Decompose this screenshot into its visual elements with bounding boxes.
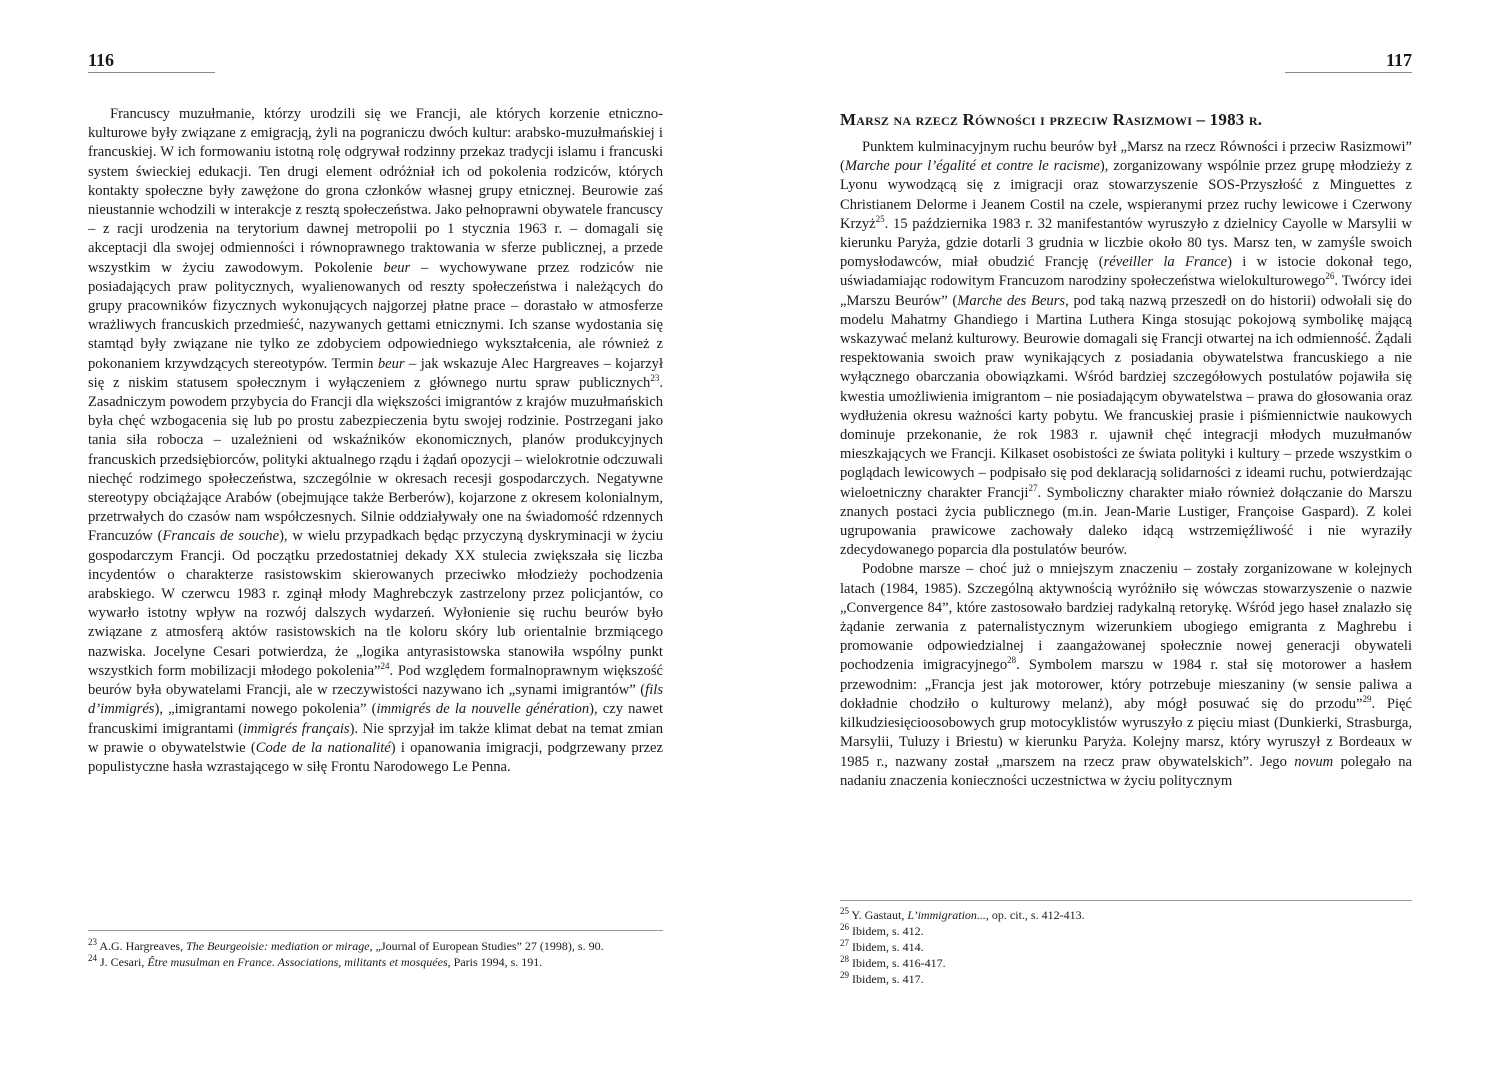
right-page xyxy=(840,0,1412,1072)
left-page xyxy=(88,0,663,1072)
footnote: $^{29}$ Ibidem, s. 417. xyxy=(840,970,924,986)
paragraph: Punktem kulminacyjnym ruchu beurów był „Marsz na rzecz Równości i przeciw Rasizmowi” (Marche pour l’égalité et contre le racisme), zorganizowany wspólnie przez grupę młodzieży z Lyonu wywodzącą się z imigracji oraz stowarzyszenie SOS-Przyszłość z Minguettes z Christianem Delorme i Jeanem Costil na czele, wspieranymi przez ruchy lewicowe i Czerwony Krzyż$^{25}$. 15 października 1983 r. 32 manifestantów wyruszyło z dzielnicy Cayolle w Marsylii w kierunku Paryża, gdzie dotarli 3 grudnia w liczbie około 80 tys. Marsz ten, w zamyśle swoich pomysłodawców, miał obudzić Francję (réveiller la France) i w istocie dokonał tego, uświadamiając rodowitym Francuzom narodziny społeczeństwa wielokulturowego$^{26}$. Twórcy idei „Marszu Beurów” (Marche des Beurs, pod taką nazwą przeszedł on do historii) odwołali się do modelu Mahatmy Ghandiego i Martina Luthera Kinga stosując pokojową symbolikę mającą wskazywać melanż kulturowy. Beurowie domagali się Francji otwartej na ich odmienność. Żądali respektowania swoich praw wynikających z posiadania obywatelstwa francuskiego a nie wyłącznego obarczania obowiązkami. Wśród bardziej szczegółowych postulatów pojawiła się kwestia umożliwienia imigrantom – nie posiadającym obywatelstwa – prawa do głosowania oraz wydłużenia okresu ważności karty pobytu. We francuskiej prasie i piśmiennictwie naukowych dominuje przekonanie, że rok 1983 r. ujawnił chęć integracji młodych muzułmanów mieszkających we Francji. Kilkaset osobistości ze świata polityki i kultury – przede wszystkim o poglądach lewicowych – podpisało się pod deklaracją solidarności z ideami ruchu, potwierdzając wieloetniczny charakter Francji$^{27}$. Symboliczny charakter miało również dołączanie do Marszu znanych postaci życia publicznego (m.in. Jean-Marie Lustiger, Françoise Gaspard). Z kolei ugrupowania prawicowe zachowały daleko idącą wstrzemięźliwość i nie wyraziły zdecydowanego poparcia dla postulatów beurów. xyxy=(840,139,1412,559)
footnote: $^{23}$ A.G. Hargreaves, The Beurgeoisie: mediation or mirage, „Journal of European Studies” 27 (1998), s. 90. xyxy=(88,937,604,953)
footnotes xyxy=(840,907,1412,987)
paragraph: Podobne marsze – choć już o mniejszym znaczeniu – zostały zorganizowane w kolejnych latach (1984, 1985). Szczególną aktywnością wyróżniło się wówczas stowarzyszenie o nazwie „Convergence 84”, które zastosowało bardziej radykalną retorykę. Wśród jego haseł znalazło się żądanie zerwania z paternalistycznym wizerunkiem ubogiego emigranta z Maghrebu i promowanie odpowiedzialnej i zaangażowanej społecznie nowej generacji obywateli pochodzenia imigracyjnego$^{28}$. Symbolem marszu w 1984 r. stał się motorower a hasłem przewodnim: „Francja jest jak motorower, który potrzebuje mieszaniny (w sensie paliwa a dokładnie chodziło o kulturowy melanż), aby mógł posuwać się do przodu”$^{29}$. Pięć kilkudziesięcioosobowych grup motocyklistów wyruszyło z pięciu miast (Dunkierki, Strasburga, Marsylii, Tuluzy i Briestu) w kierunku Paryża. Kolejny marsz, który wyruszył z Bordeaux w 1985 r., nazwany został „marszem na rzecz praw obywatelskich”. Jego novum polegało na nadaniu znaczenia konieczności uczestnictwa w życiu politycznym xyxy=(840,561,1413,789)
page-number: 116 xyxy=(88,50,115,70)
footnote: $^{25}$ Y. Gastaut, L’immigration..., op. cit., s. 412-413. xyxy=(840,906,1085,922)
body-text xyxy=(88,105,663,777)
footnote: $^{27}$ Ibidem, s. 414. xyxy=(840,938,924,954)
paragraph: Francuscy muzułmanie, którzy urodzili się we Francji, ale których korzenie etniczno-kulturowe były związane z emigracją, żyli na pograniczu dwóch kultur: arabsko-muzułmańskiej i francuskiej. W ich formowaniu istotną rolę odgrywał rodzinny przekaz tradycji islamu i francuski system świeckiej edukacji. Ten drugi element odróżniał ich od pokolenia rodziców, których kontakty społeczne były zawężone do grona członków własnej grupy etnicznej. Beurowie zaś nieustannie wchodzili w interakcje z resztą społeczeństwa. Jako pełnoprawni obywatele francuscy – z racji urodzenia na terytorium dawnej metropolii po 1 stycznia 1963 r. – domagali się akceptacji dla swojej odmienności i równoprawnego traktowania w sferze publicznej, a przede wszystkim w życiu zawodowym. Pokolenie beur – wychowywane przez rodziców nie posiadających praw politycznych, wyalienowanych od reszty społeczeństwa i należących do grupy pracowników fizycznych wykonujących najgorzej płatne prace – dorastało w atmosferze wrażliwych francuskich przedmieść, nazywanych gettami etnicznymi. Ich szanse wydostania się stamtąd były związane nie tylko ze zdobyciem odpowiedniego wykształcenia, ale również z pokonaniem krzywdzących stereotypów. Termin beur – jak wskazuje Alec Hargreaves – kojarzył się z niskim statusem społecznym i wyłączeniem z głównego nurtu spraw publicznych$^{23}$. Zasadniczym powodem przybycia do Francji dla większości imigrantów z krajów muzułmańskich była chęć wzbogacenia się lub po prostu zabezpieczenia bytu swojej rodzinie. Postrzegani jako tania siła robocza – uzależnieni od wskaźników ekonomicznych, planów produkcyjnych francuskich przedsiębiorców, polityki aktualnego rządu i żądań opozycji – wielokrotnie odczuwali niechęć rodzimego społeczeństwa, szczególnie w okresach recesji gospodarczych. Negatywne stereotypy obciążające Arabów (obejmujące także Berberów), kojarzone z okresem kolonialnym, przetrwałych do czasów nam współczesnych. Silnie oddziaływały one na świadomość rdzennych Francuzów (Francais de souche), w wielu przypadkach będąc przyczyną dyskryminacji w życiu gospodarczym Francji. Od początku przedostatniej dekady XX stulecia zwiększała się liczba incydentów o charakterze rasistowskim skierowanych przeciwko młodzieży pochodzenia arabskiego. W czerwcu 1983 r. zginął młody Maghrebczyk zastrzelony przez policjantów, co wywarło istotny wpływ na rozwój dalszych wydarzeń. Wyłonienie się ruchu beurów było związane z atmosferą aktów rasistowskich na tle koloru skóry lub orientalnie brzmiącego nazwiska. Jocelyne Cesari potwierdza, że „logika antyrasistowska stanowiła wspólny punkt wszystkich form mobilizacji młodego pokolenia”$^{24}$. Pod względem formalnoprawnym większość beurów była obywatelami Francji, ale w rzeczywistości nazywano ich „synami imigrantów” (fils d’immigrés), „imigrantami nowego pokolenia” (immigrés de la nouvelle génération), czy nawet francuskimi imigrantami (immigrés français). Nie sprzyjał im także klimat debat na temat zmian w prawie o obywatelstwie (Code de la nationalité) i opanowania imigracji, podgrzewany przez populistyczne hasła wzrastającego w siłę Frontu Narodowego Le Penna. xyxy=(88,106,664,775)
header-rule xyxy=(1285,72,1412,73)
footnote: $^{24}$ J. Cesari, Être musulman en France. Associations, militants et mosquées, Paris 1994, s. 191. xyxy=(88,953,543,969)
footnote-rule xyxy=(840,900,1412,901)
footnote: $^{26}$ Ibidem, s. 412. xyxy=(840,922,924,938)
footnotes xyxy=(88,938,663,970)
body-text xyxy=(840,138,1412,791)
page-number: 117 xyxy=(1385,50,1412,70)
footnote: $^{28}$ Ibidem, s. 416-417. xyxy=(840,954,946,970)
header-rule xyxy=(88,72,215,73)
footnote-rule xyxy=(88,930,663,931)
section-heading: Marsz na rzecz Równości i przeciw Rasizmowi – 1983 r. xyxy=(840,110,1263,129)
